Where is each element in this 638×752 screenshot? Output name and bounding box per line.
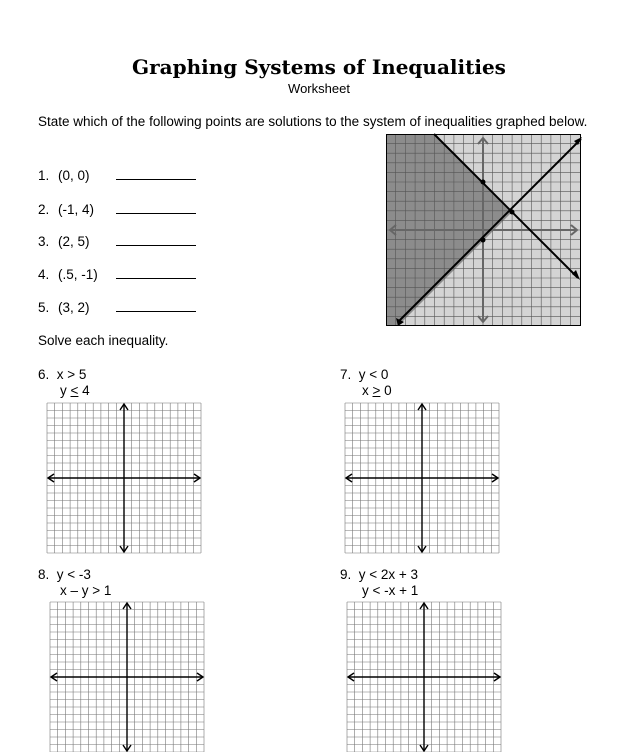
solve-heading: Solve each inequality.	[38, 333, 169, 348]
answer-blank[interactable]	[116, 299, 196, 312]
problem-8: 8. y < -3 x – y > 1	[38, 567, 112, 598]
plotted-point	[510, 210, 515, 215]
worksheet-subtitle: Worksheet	[288, 81, 350, 96]
answer-blank[interactable]	[116, 233, 196, 246]
question-1: 1. (0, 0)	[38, 167, 196, 183]
system-graph	[386, 134, 586, 326]
coordinate-grid-6[interactable]	[47, 403, 201, 553]
answer-blank[interactable]	[116, 201, 196, 214]
coordinate-grid-7[interactable]	[345, 403, 499, 553]
plotted-point	[481, 180, 486, 185]
coordinate-grid-8[interactable]	[50, 602, 204, 752]
problem-7: 7. y < 0 x > 0	[340, 367, 392, 398]
coordinate-grid-9[interactable]	[347, 602, 501, 752]
question-4: 4. (.5, -1)	[38, 266, 196, 282]
worksheet-title: Graphing Systems of Inequalities	[132, 55, 506, 79]
question-3: 3. (2, 5)	[38, 233, 196, 249]
answer-blank[interactable]	[116, 167, 196, 180]
answer-blank[interactable]	[116, 266, 196, 279]
instructions-text: State which of the following points are solutions to the system of inequalities graphed below.	[38, 114, 588, 129]
question-5: 5. (3, 2)	[38, 299, 196, 315]
problem-9: 9. y < 2x + 3 y < -x + 1	[340, 567, 419, 598]
plotted-point	[481, 238, 486, 243]
question-2: 2. (-1, 4)	[38, 201, 196, 217]
problem-6: 6. x > 5 y < 4	[38, 367, 90, 398]
